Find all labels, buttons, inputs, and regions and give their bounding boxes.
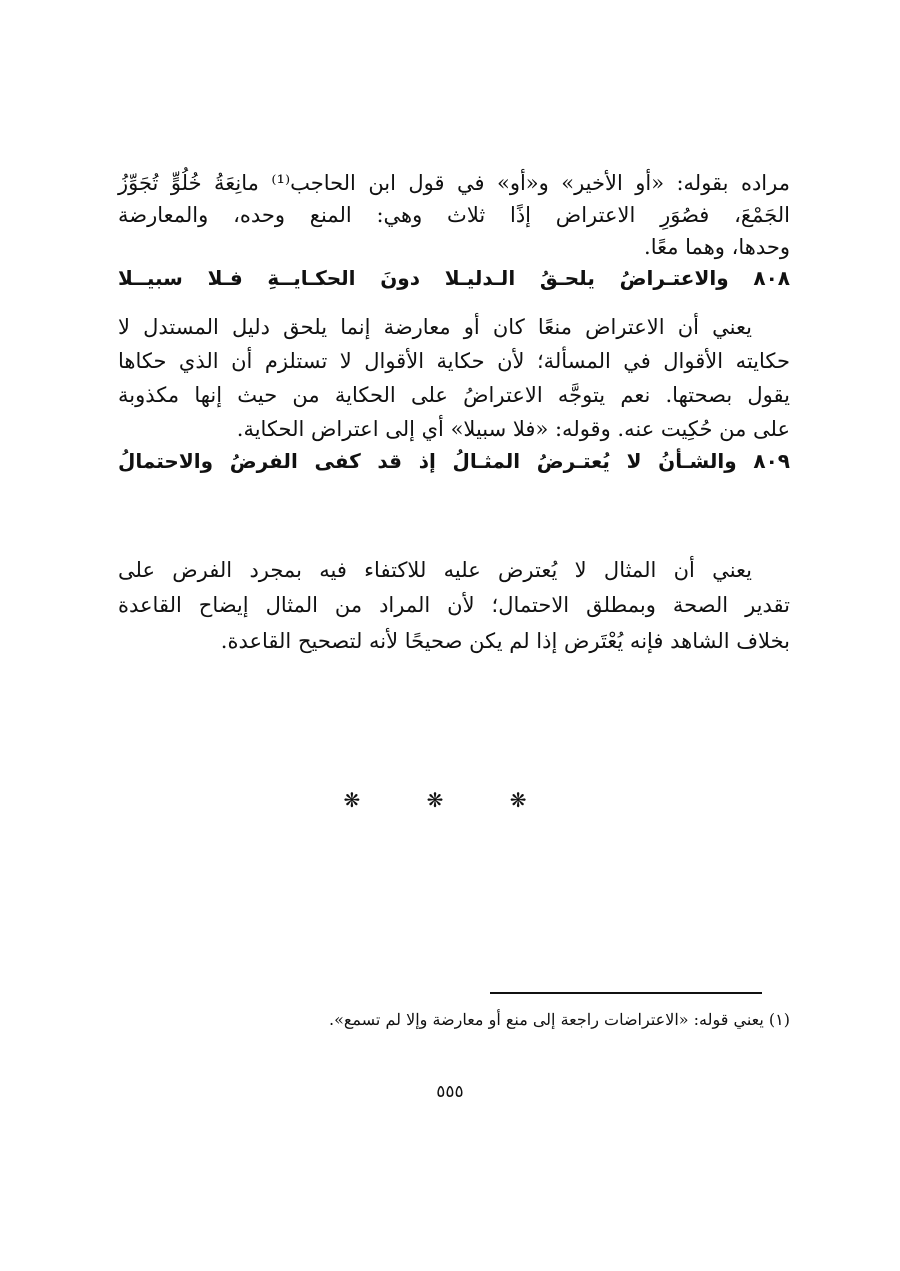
paragraph-3-line-3: بخلاف الشاهد فإنه يُعْتَرض إذا لم يكن صحيحًا لأنه لتصحيح القاعدة. <box>220 629 790 653</box>
paragraph-2-line-4: على من حُكِيت عنه. وقوله: «فلا سبيلا» أي إلى اعتراض الحكاية. <box>236 417 790 441</box>
paragraph-2-line-3: يقول بصحتها. نعم يتوجَّه الاعتراضُ على الحكاية من حيث إنها مكذوبة <box>118 383 790 407</box>
section-separator: ❋ ❋ ❋ <box>343 788 557 812</box>
verse-809: ٨٠٩ والشـأنُ لا يُعتـرضُ المثـالُ إذ قد كفى الفرضُ والاحتمالُ <box>118 449 790 473</box>
paragraph-2-line-1: يعني أن الاعتراض منعًا كان أو معارضة إنما يلحق دليل المستدل لا <box>118 315 752 339</box>
paragraph-3-line-1: يعني أن المثال لا يُعترض عليه للاكتفاء فيه بمجرد الفرض على <box>118 558 753 582</box>
paragraph-2-line-2: حكايته الأقوال في المسألة؛ لأن حكاية الأقوال لا تستلزم أن الذي حكاها <box>118 349 790 373</box>
footnote-divider <box>490 992 762 994</box>
page-number: ٥٥٥ <box>436 1082 464 1102</box>
verse-808: ٨٠٨ والاعتـراضُ يلحـقُ الـدليـلا دونَ الحكـايــةِ فـلا سبيــلا <box>118 266 790 290</box>
paragraph-1-line-3: وحدها، وهما معًا. <box>644 235 790 259</box>
paragraph-1-line-2: الجَمْعَ، فصُوَرِ الاعتراض إذًا ثلاث وهي: المنع وحده، والمعارضة <box>118 203 790 227</box>
paragraph-1-line-1: مراده بقوله: «أو الأخير» و«أو» في قول ابن الحاجب⁽¹⁾ مانِعَةُ خُلُوٍّ تُجَوِّزُ <box>118 171 790 195</box>
footnote-1: (١) يعني قوله: «الاعتراضات راجعة إلى منع أو معارضة وإلا لم تسمع». <box>329 1010 790 1029</box>
paragraph-3-line-2: تقدير الصحة وبمطلق الاحتمال؛ لأن المراد من المثال إيضاح القاعدة <box>118 593 790 617</box>
